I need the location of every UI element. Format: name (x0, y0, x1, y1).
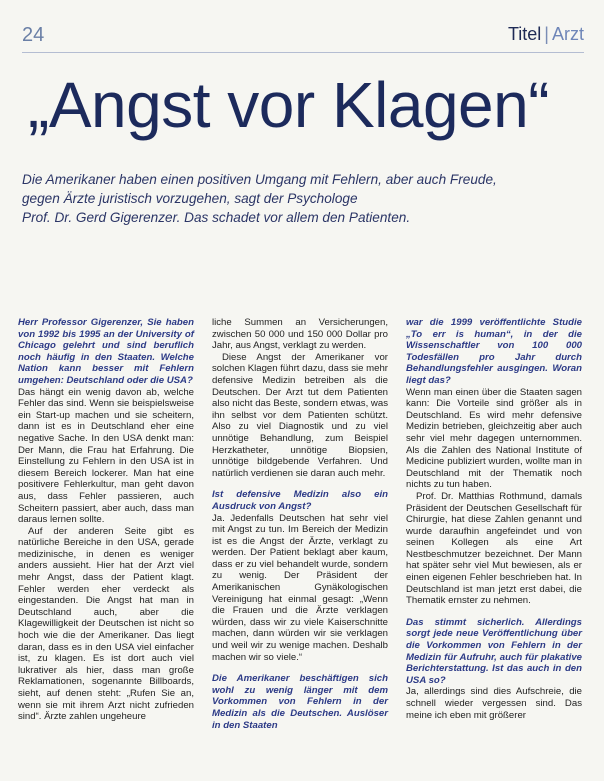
section-label (508, 24, 584, 45)
page-number: 24 (22, 24, 45, 46)
interview-question: war die 1999 veröffentlichte Studie „To err is human“, in der die Wissenschaftler von 100 000 Todesfällen pro Jahr durch Behandlungsfehler ausgingen. Woran liegt das? (406, 317, 582, 386)
interview-question: Das stimmt sicherlich. Allerdings sorgt jede neue Veröffentlichung über die Vorkommen von Fehlern in der Medizin für Aufruhr, auch für plakative Berichterstattung. Ist das auch in den USA so? (406, 616, 582, 686)
interview-question: Ist defensive Medizin also ein Ausdruck von Angst? (212, 489, 388, 512)
interview-answer: Prof. Dr. Matthias Rothmund, damals Präsident der Deutschen Gesellschaft für Chirurgie, hat diese Zahlen genannt und wurde daraufhin angefeindet und von seinen Kollegen als eine Art Nestbeschmutzer bezeichnet. Der Mann hat später sehr viel Mut bewiesen, als er einen eigenen Fehler beschrieben hat. In Deutschland ist man jetzt erst dabei, die Thematik ernster zu nehmen. (406, 490, 582, 607)
article-lead (22, 170, 582, 227)
interview-answer: Diese Angst der Amerikaner vor solchen Klagen führt dazu, dass sie mehr defensive Medizin betreiben als die Deutschen. Der Arzt tut dem Patienten also nicht das Beste, sondern etwas, was ihn selbst vor dem Patienten schützt. Also zu viel Diagnostik und zu viel unnötige Behandlung, zum Beispiel Herzkatheter, unnötige Biopsien, unnötige bildgebende Verfahren. Und natürlich verdienen sie daran auch mehr. (212, 351, 388, 479)
interview-answer: Das hängt ein wenig davon ab, welche Fehler das sind. Wenn sie beispielsweise ein Start-up machen und sie scheitern, dann ist es in Deutschland eher eine negative Sache. In den USA denkt man: Der Mann, die Frau hat Erfahrung. Die Einstellung zu Fehlern in den USA ist in diesem Bereich lockerer. Man hat eine positivere Fehlerkultur, man geht davon aus, dass Fehler passieren, auch Scheitern passiert, aber auch, dass man daraus lernen sollte. (18, 386, 194, 526)
lead-line: Prof. Dr. Gerd Gigerenzer. Das schadet vor allem den Patienten. (22, 210, 411, 225)
column-2 (212, 317, 388, 777)
interview-answer: Auf der anderen Seite gibt es natürliche Bereiche in den USA, gerade medizinische, in denen es weniger anders aussieht. Hier hat der Arzt viel mehr Angst, dass der Patient klagt. Fehler werden eher verdeckt als eingestanden. Die Angst hat man in Deutschland auch, aber die Klagewilligkeit der Deutschen ist nicht so hoch wie die der Amerikaner. Das liegt daran, dass es in den USA viel einfacher ist, zu klagen. Es ist dort auch viel lukrativer als hier, dass man große Reklamationen, sogenannte Billboards, sieht, auf denen steht: „Rufen Sie an, wenn sie mit ihrem Arzt nicht zufrieden sind“. Ärzte zahlen ungeheure (18, 525, 194, 723)
interview-question: Herr Professor Gigerenzer, Sie haben von 1992 bis 1995 an der University of Chicago gelehrt und sind beruflich noch häufig in den Staaten. Welche Nation kann besser mit Fehlern umgehen: Deutschland oder die USA? (18, 317, 194, 386)
interview-answer: Ja. Jedenfalls Deutschen hat sehr viel mit Angst zu tun. Im Bereich der Medizin ist es die Angst der Ärzte, verklagt zu werden. Der Patient beklagt aber kaum, dass er zu viel behandelt wurde, sondern zu wenig. Der Präsident der Amerikanischen Gynäkologischen Vereinigung hat einmal gesagt: „Wenn die Frauen und die Ärzte verklagen würden, dass wir zu viele Kaiserschnitte machen, dann würden wir sie verklagen und weil wir zu wenige machen. Deshalb machen wir so viele.“ (212, 512, 388, 663)
lead-line: Die Amerikaner haben einen positiven Umgang mit Fehlern, aber auch Freude, (22, 172, 497, 187)
article-body (18, 317, 590, 777)
header-rule (22, 52, 584, 53)
article-title: „Angst vor Klagen“ (28, 69, 550, 141)
interview-answer: Wenn man einen über die Staaten sagen kann: Die Vorteile sind größer als in Deutschland. Es wird mehr defensive Medizin betrieben, gleichzeitig aber auch sehr viel mehr dagegen unternommen. Als die Zahlen des National Institute of Medicine publiziert wurden, wollte man in Deutschland mit der Thematik noch nichts zu tun haben. (406, 386, 582, 491)
column-1 (18, 317, 194, 777)
lead-line: gegen Ärzte juristisch vorzugehen, sagt der Psychologe (22, 191, 358, 206)
section-title: Titel (507, 24, 542, 44)
interview-answer: liche Summen an Versicherungen, zwischen 50 000 und 150 000 Dollar pro Jahr, aus Angst, verklagt zu werden. (212, 317, 388, 352)
subsection-title: Arzt (551, 24, 584, 44)
section-separator: | (544, 24, 549, 44)
interview-answer: Ja, allerdings sind dies Aufschreie, die schnell wieder vergessen sind. Das meine ich eben mit größerer (406, 686, 582, 721)
interview-question: Die Amerikaner beschäftigen sich wohl zu wenig länger mit dem Vorkommen von Fehlern in der Medizin als die Deutschen. Auslöser in den Staaten (212, 673, 388, 731)
column-3 (406, 317, 582, 777)
